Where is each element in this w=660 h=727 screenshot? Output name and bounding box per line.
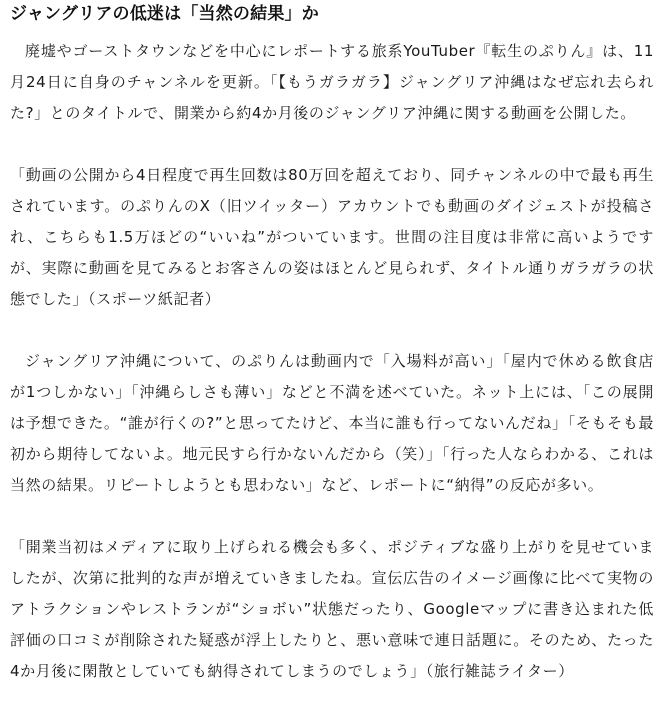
article-headline: ジャングリアの低迷は「当然の結果」か [10, 4, 319, 24]
paragraph-spacer [10, 129, 654, 160]
article-paragraph-2: 「動画の公開から4日程度で再生回数は80万回を超えており、同チャンネルの中で最も再生されています。のぷりんのX（旧ツイッター）アカウントでも動画のダイジェストが投稿され、こちらも1.5万ほどの“いいね”がついています。世間の注目度は非常に高いようですが、実際に動画を見てみるとお客さんの姿はほとんど見られず、タイトル通りガラガラの状態でした」（スポーツ紙記者） [10, 166, 654, 308]
article-paragraph-4: 「開業当初はメディアに取り上げられる機会も多く、ポジティブな盛り上がりを見せていましたが、次第に批判的な声が増えていきましたね。宣伝広告のイメージ画像に比べて実物のアトラクションやレストランが“ショボい”状態だったり、Googleマップに書き込まれた低評価の口コミが削除された疑惑が浮上したりと、悪い意味で連日話題に。そのため、たった4か月後に閑散としていても納得されてしまうのでしょう」（旅行雑誌ライター） [10, 538, 654, 680]
article-paragraph-1: 廃墟やゴーストタウンなどを中心にレポートする旅系YouTuber『転生のぷりん』は、11月24日に自身のチャンネルを更新。「【もうガラガラ】ジャングリア沖縄はなぜ忘れ去られた?」とのタイトルで、開業から約4か月後のジャングリア沖縄に関する動画を公開した。 [10, 42, 654, 122]
paragraph-spacer [10, 501, 654, 532]
article-paragraph-3: ジャングリア沖縄について、のぷりんは動画内で「入場料が高い」「屋内で休める飲食店が1つしかない」「沖縄らしさも薄い」などと不満を述べていた。ネット上には、「この展開は予想できた。“誰が行くの?”と思ってたけど、本当に誰も行ってないんだね」「そもそも最初から期待してないよ。地元民すら行かないんだから（笑）」「行った人ならわかる、これは当然の結果。リピートしようとも思わない」など、レポートに“納得”の反応が多い。 [10, 352, 654, 494]
paragraph-spacer [10, 315, 654, 346]
